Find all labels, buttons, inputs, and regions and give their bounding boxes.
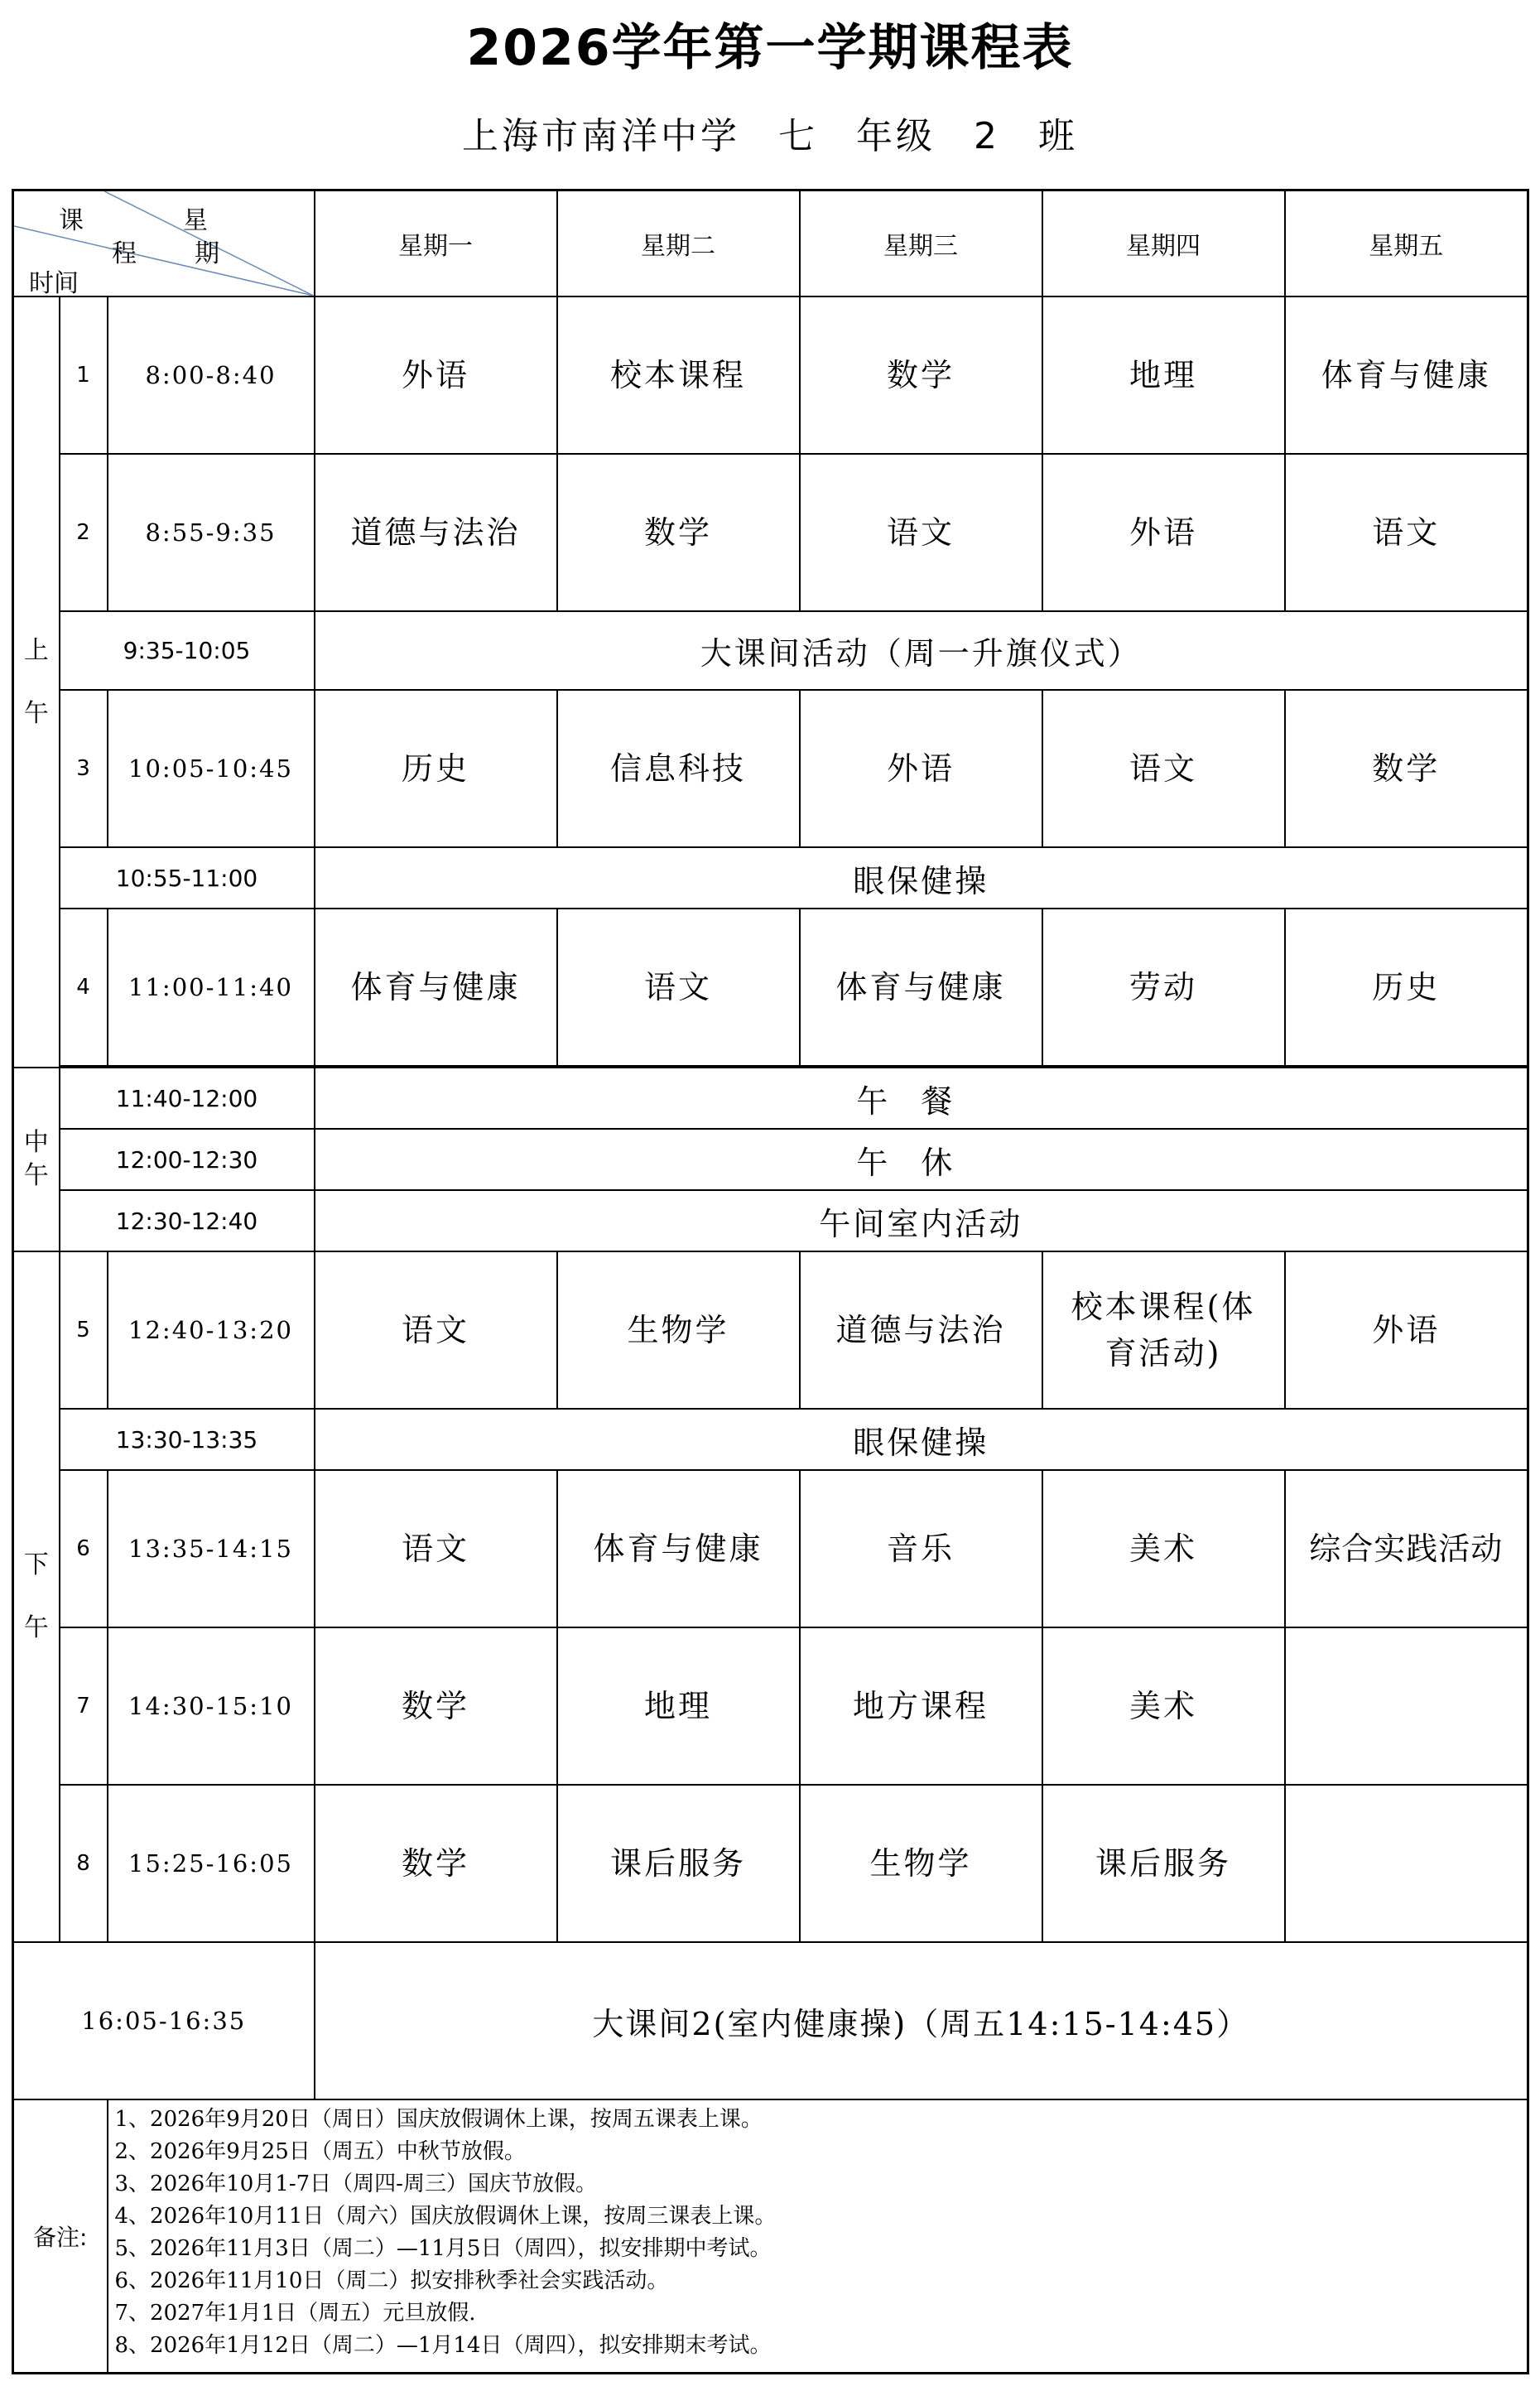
class-cell <box>1285 1627 1528 1785</box>
class-subtitle <box>0 106 1540 159</box>
corner-label-ke: 课 <box>59 206 84 235</box>
break-label <box>315 1068 1528 1129</box>
period-number: 6 <box>60 1470 108 1627</box>
period-number: 2 <box>60 454 108 611</box>
break-row-eye-exercise-2 <box>13 1409 1528 1470</box>
noon-row-lunch <box>13 1068 1528 1129</box>
class-cell: 课后服务 <box>557 1785 800 1942</box>
class-cell: 数学 <box>315 1785 557 1942</box>
class-cell: 数学 <box>800 296 1042 454</box>
day-header-thu: 星期四 <box>1042 190 1285 297</box>
segment-noon-char-1: 中 <box>23 1128 49 1157</box>
class-cell: 体育与健康 <box>1285 296 1528 454</box>
grade-suffix: 年级 <box>856 115 936 157</box>
corner-label-qi: 期 <box>195 239 219 268</box>
period-time: 8:55-9:35 <box>108 454 315 611</box>
class-cell: 美术 <box>1042 1627 1285 1785</box>
day-header-wed: 星期三 <box>800 190 1042 297</box>
class-cell: 生物学 <box>557 1251 800 1409</box>
break-time: 12:30-12:40 <box>60 1190 315 1251</box>
period-row-6 <box>13 1470 1528 1627</box>
segment-noon <box>13 1068 60 1251</box>
break-label: 眼保健操 <box>315 847 1528 909</box>
class-cell: 语文 <box>800 454 1042 611</box>
period-number: 3 <box>60 690 108 847</box>
class-cell: 体育与健康 <box>557 1470 800 1627</box>
class-cell: 信息科技 <box>557 690 800 847</box>
period-time: 11:00-11:40 <box>108 909 315 1066</box>
corner-label-cheng: 程 <box>112 239 137 268</box>
period-number: 8 <box>60 1785 108 1942</box>
class-cell: 校本课程(体育活动) <box>1042 1251 1285 1409</box>
break-label: 大课间活动（周一升旗仪式） <box>315 611 1528 690</box>
class-cell: 语文 <box>315 1251 557 1409</box>
note-item: 2、2026年9月25日（周五）中秋节放假。 <box>114 2139 526 2164</box>
class-cell: 外语 <box>1285 1251 1528 1409</box>
segment-morning-char-1: 上 <box>23 635 49 665</box>
class-cell: 外语 <box>1042 454 1285 611</box>
period-row-8 <box>13 1785 1528 1942</box>
segment-afternoon-char-2: 午 <box>23 1613 49 1642</box>
break-time: 11:40-12:00 <box>60 1068 315 1129</box>
period-row-7 <box>13 1627 1528 1785</box>
class-cell: 音乐 <box>800 1470 1042 1627</box>
page-title: 2026学年第一学期课程表 <box>466 19 1074 77</box>
class-cell: 道德与法治 <box>315 454 557 611</box>
header-corner-cell <box>13 190 315 297</box>
day-header-mon: 星期一 <box>315 190 557 297</box>
period-row-3 <box>13 690 1528 847</box>
segment-afternoon-char-1: 下 <box>23 1550 49 1579</box>
period-row-5 <box>13 1251 1528 1409</box>
notes-row <box>13 2099 1528 2373</box>
class-cell: 体育与健康 <box>315 909 557 1066</box>
class-cell: 劳动 <box>1042 909 1285 1066</box>
period-time: 8:00-8:40 <box>108 296 315 454</box>
class-cell: 数学 <box>315 1627 557 1785</box>
period-number: 1 <box>60 296 108 454</box>
class-cell: 语文 <box>1042 690 1285 847</box>
class-cell: 语文 <box>1285 454 1528 611</box>
timetable <box>12 189 1529 2374</box>
class-cell <box>1285 1785 1528 1942</box>
note-item: 5、2026年11月3日（周二）—11月5日（周四），拟安排期中考试。 <box>114 2236 772 2261</box>
class-cell: 语文 <box>557 909 800 1066</box>
break-time: 9:35-10:05 <box>60 611 315 690</box>
segment-noon-char-2: 午 <box>23 1161 49 1190</box>
break-row-big-break-2 <box>13 1942 1528 2099</box>
class-cell: 校本课程 <box>557 296 800 454</box>
break-label: 午间室内活动 <box>315 1190 1528 1251</box>
noon-row-nap <box>13 1129 1528 1190</box>
period-time: 12:40-13:20 <box>108 1251 315 1409</box>
class-suffix: 班 <box>1038 115 1078 157</box>
period-row-2 <box>13 454 1528 611</box>
corner-label-time: 时间 <box>29 269 79 298</box>
period-number: 4 <box>60 909 108 1066</box>
class-cell: 外语 <box>800 690 1042 847</box>
corner-label-star: 星 <box>183 206 208 235</box>
note-item: 1、2026年9月20日（周日）国庆放假调休上课，按周五课表上课。 <box>114 2107 763 2132</box>
day-header-tue: 星期二 <box>557 190 800 297</box>
period-number: 7 <box>60 1627 108 1785</box>
period-time: 13:35-14:15 <box>108 1470 315 1627</box>
note-item: 8、2026年1月12日（周二）—1月14日（周四），拟安排期末考试。 <box>114 2333 772 2358</box>
break-time: 10:55-11:00 <box>60 847 315 909</box>
header-row <box>13 190 1528 297</box>
notes-list <box>108 2099 1528 2373</box>
class-cell: 生物学 <box>800 1785 1042 1942</box>
class-cell: 数学 <box>557 454 800 611</box>
class-cell: 语文 <box>315 1470 557 1627</box>
break-label: 眼保健操 <box>315 1409 1528 1470</box>
period-row-1 <box>13 296 1528 454</box>
grade-number: 七 <box>778 115 818 157</box>
class-cell: 课后服务 <box>1042 1785 1285 1942</box>
period-time: 14:30-15:10 <box>108 1627 315 1785</box>
class-cell: 历史 <box>315 690 557 847</box>
class-cell: 地理 <box>1042 296 1285 454</box>
period-time: 15:25-16:05 <box>108 1785 315 1942</box>
note-item: 7、2027年1月1日（周五）元旦放假. <box>114 2301 476 2326</box>
break-row-eye-exercise-1 <box>13 847 1528 909</box>
break-time: 12:00-12:30 <box>60 1129 315 1190</box>
break-time: 16:05-16:35 <box>13 1942 315 2099</box>
break-label-text: 午餐 <box>856 1082 986 1120</box>
class-cell: 体育与健康 <box>800 909 1042 1066</box>
class-cell: 道德与法治 <box>800 1251 1042 1409</box>
break-label: 大课间2(室内健康操)（周五14:15-14:45） <box>315 1942 1528 2099</box>
note-item: 4、2026年10月11日（周六）国庆放假调休上课，按周三课表上课。 <box>114 2204 777 2229</box>
class-cell: 地方课程 <box>800 1627 1042 1785</box>
noon-row-activity <box>13 1190 1528 1251</box>
segment-afternoon <box>13 1251 60 1942</box>
period-time: 10:05-10:45 <box>108 690 315 847</box>
break-label <box>315 1129 1528 1190</box>
class-cell: 历史 <box>1285 909 1528 1066</box>
class-cell: 地理 <box>557 1627 800 1785</box>
note-item: 3、2026年10月1-7日（周四-周三）国庆节放假。 <box>114 2172 597 2196</box>
day-header-fri: 星期五 <box>1285 190 1528 297</box>
notes-label: 备注: <box>13 2099 108 2373</box>
note-item: 6、2026年11月10日（周二）拟安排秋季社会实践活动。 <box>114 2268 669 2293</box>
class-number: 2 <box>974 115 1000 157</box>
class-cell: 美术 <box>1042 1470 1285 1627</box>
break-time: 13:30-13:35 <box>60 1409 315 1470</box>
segment-morning-char-2: 午 <box>23 698 49 728</box>
class-cell: 外语 <box>315 296 557 454</box>
break-label-text: 午休 <box>856 1144 986 1181</box>
class-cell: 数学 <box>1285 690 1528 847</box>
period-row-4 <box>13 909 1528 1066</box>
break-row-big-break <box>13 611 1528 690</box>
period-number: 5 <box>60 1251 108 1409</box>
class-cell: 综合实践活动 <box>1285 1470 1528 1627</box>
segment-morning <box>13 296 60 1068</box>
school-name: 上海市南洋中学 <box>462 115 740 157</box>
